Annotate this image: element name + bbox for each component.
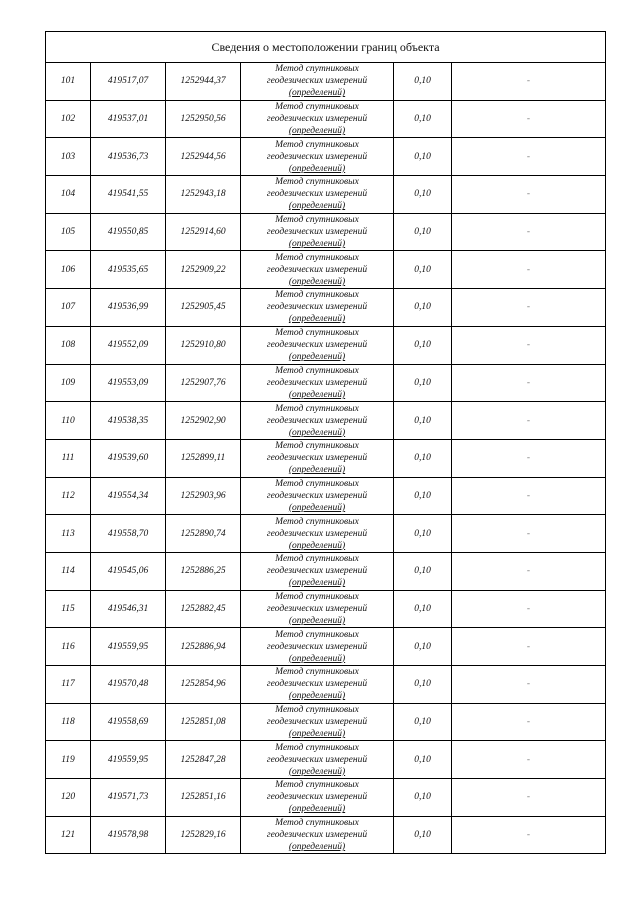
- boundary-points-table: [45, 31, 606, 854]
- method-description: [241, 628, 394, 666]
- title-row: [46, 32, 606, 63]
- method-line3: (определений): [288, 842, 346, 853]
- method-line3: (определений): [288, 766, 346, 777]
- point-number: 121: [46, 816, 91, 854]
- method-line1: Метод спутниковых: [275, 441, 359, 452]
- table-row: [46, 100, 606, 138]
- method-line2: геодезических измерений: [266, 227, 368, 238]
- point-number: 107: [46, 289, 91, 327]
- coordinate-y: 1252886,94: [166, 628, 241, 666]
- point-number: 120: [46, 779, 91, 817]
- point-number: 109: [46, 364, 91, 402]
- note-dash: -: [452, 213, 606, 251]
- method-line1: Метод спутниковых: [275, 215, 359, 226]
- method-line1: Метод спутниковых: [275, 705, 359, 716]
- accuracy-value: 0,10: [394, 100, 452, 138]
- method-description: [241, 289, 394, 327]
- coordinate-x: 419571,73: [91, 779, 166, 817]
- point-number: 115: [46, 590, 91, 628]
- note-dash: -: [452, 63, 606, 101]
- method-description: [241, 666, 394, 704]
- method-line1: Метод спутниковых: [275, 290, 359, 301]
- accuracy-value: 0,10: [394, 364, 452, 402]
- coordinate-y: 1252882,45: [166, 590, 241, 628]
- method-line2: геодезических измерений: [266, 453, 368, 464]
- point-number: 117: [46, 666, 91, 704]
- note-dash: -: [452, 289, 606, 327]
- table-row: [46, 666, 606, 704]
- accuracy-value: 0,10: [394, 477, 452, 515]
- method-description: [241, 63, 394, 101]
- coordinate-y: 1252899,11: [166, 439, 241, 477]
- note-dash: -: [452, 326, 606, 364]
- coordinate-y: 1252910,80: [166, 326, 241, 364]
- method-line3: (определений): [288, 201, 346, 212]
- method-line2: геодезических измерений: [266, 830, 368, 841]
- coordinate-x: 419541,55: [91, 176, 166, 214]
- coordinate-y: 1252943,18: [166, 176, 241, 214]
- method-line1: Метод спутниковых: [275, 478, 359, 489]
- coordinate-x: 419537,01: [91, 100, 166, 138]
- note-dash: -: [452, 364, 606, 402]
- method-line3: (определений): [288, 578, 346, 589]
- method-line1: Метод спутниковых: [275, 554, 359, 565]
- coordinate-y: 1252851,08: [166, 703, 241, 741]
- method-line2: геодезических измерений: [266, 641, 368, 652]
- point-number: 112: [46, 477, 91, 515]
- method-line1: Метод спутниковых: [275, 818, 359, 829]
- method-line1: Метод спутниковых: [275, 403, 359, 414]
- method-description: [241, 176, 394, 214]
- table-row: [46, 138, 606, 176]
- point-number: 104: [46, 176, 91, 214]
- method-line1: Метод спутниковых: [275, 177, 359, 188]
- method-line3: (определений): [288, 729, 346, 740]
- method-line3: (определений): [288, 126, 346, 137]
- note-dash: -: [452, 666, 606, 704]
- coordinate-y: 1252914,60: [166, 213, 241, 251]
- accuracy-value: 0,10: [394, 326, 452, 364]
- coordinate-x: 419552,09: [91, 326, 166, 364]
- table-row: [46, 703, 606, 741]
- method-line1: Метод спутниковых: [275, 742, 359, 753]
- accuracy-value: 0,10: [394, 703, 452, 741]
- table-row: [46, 590, 606, 628]
- method-line2: геодезических измерений: [266, 792, 368, 803]
- coordinate-x: 419539,60: [91, 439, 166, 477]
- note-dash: -: [452, 628, 606, 666]
- method-line1: Метод спутниковых: [275, 591, 359, 602]
- method-line3: (определений): [288, 502, 346, 513]
- accuracy-value: 0,10: [394, 590, 452, 628]
- method-line3: (определений): [288, 239, 346, 250]
- table-row: [46, 326, 606, 364]
- coordinate-x: 419554,34: [91, 477, 166, 515]
- note-dash: -: [452, 590, 606, 628]
- point-number: 111: [46, 439, 91, 477]
- method-description: [241, 251, 394, 289]
- method-line2: геодезических измерений: [266, 528, 368, 539]
- accuracy-value: 0,10: [394, 666, 452, 704]
- note-dash: -: [452, 477, 606, 515]
- coordinate-x: 419559,95: [91, 628, 166, 666]
- accuracy-value: 0,10: [394, 628, 452, 666]
- accuracy-value: 0,10: [394, 816, 452, 854]
- method-line2: геодезических измерений: [266, 490, 368, 501]
- method-description: [241, 364, 394, 402]
- coordinate-y: 1252847,28: [166, 741, 241, 779]
- method-description: [241, 779, 394, 817]
- point-number: 118: [46, 703, 91, 741]
- method-line2: геодезических измерений: [266, 189, 368, 200]
- coordinate-x: 419553,09: [91, 364, 166, 402]
- coordinate-y: 1252944,56: [166, 138, 241, 176]
- method-line3: (определений): [288, 615, 346, 626]
- method-line2: геодезических измерений: [266, 114, 368, 125]
- table-row: [46, 515, 606, 553]
- table-row: [46, 251, 606, 289]
- coordinate-x: 419578,98: [91, 816, 166, 854]
- point-number: 102: [46, 100, 91, 138]
- coordinate-y: 1252854,96: [166, 666, 241, 704]
- method-line2: геодезических измерений: [266, 754, 368, 765]
- point-number: 106: [46, 251, 91, 289]
- note-dash: -: [452, 515, 606, 553]
- method-description: [241, 816, 394, 854]
- accuracy-value: 0,10: [394, 251, 452, 289]
- method-line3: (определений): [288, 691, 346, 702]
- coordinate-x: 419558,69: [91, 703, 166, 741]
- method-line1: Метод спутниковых: [275, 780, 359, 791]
- method-line3: (определений): [288, 540, 346, 551]
- table-row: [46, 552, 606, 590]
- note-dash: -: [452, 251, 606, 289]
- method-description: [241, 477, 394, 515]
- method-line2: геодезических измерений: [266, 603, 368, 614]
- accuracy-value: 0,10: [394, 289, 452, 327]
- method-line2: геодезических измерений: [266, 302, 368, 313]
- point-number: 105: [46, 213, 91, 251]
- method-line2: геодезических измерений: [266, 679, 368, 690]
- note-dash: -: [452, 402, 606, 440]
- method-description: [241, 741, 394, 779]
- coordinate-y: 1252886,25: [166, 552, 241, 590]
- table-row: [46, 213, 606, 251]
- table-row: [46, 176, 606, 214]
- method-line3: (определений): [288, 88, 346, 99]
- point-number: 113: [46, 515, 91, 553]
- table-body: [46, 32, 606, 854]
- method-line3: (определений): [288, 653, 346, 664]
- note-dash: -: [452, 741, 606, 779]
- method-line1: Метод спутниковых: [275, 667, 359, 678]
- method-line3: (определений): [288, 163, 346, 174]
- point-number: 116: [46, 628, 91, 666]
- method-line1: Метод спутниковых: [275, 102, 359, 113]
- accuracy-value: 0,10: [394, 779, 452, 817]
- note-dash: -: [452, 552, 606, 590]
- table-row: [46, 477, 606, 515]
- table-row: [46, 741, 606, 779]
- note-dash: -: [452, 176, 606, 214]
- method-description: [241, 515, 394, 553]
- accuracy-value: 0,10: [394, 213, 452, 251]
- coordinate-x: 419545,06: [91, 552, 166, 590]
- method-description: [241, 703, 394, 741]
- coordinate-y: 1252903,96: [166, 477, 241, 515]
- coordinate-y: 1252950,56: [166, 100, 241, 138]
- method-line2: геодезических измерений: [266, 717, 368, 728]
- method-line3: (определений): [288, 427, 346, 438]
- accuracy-value: 0,10: [394, 63, 452, 101]
- method-line2: геодезических измерений: [266, 76, 368, 87]
- table-row: [46, 816, 606, 854]
- method-line3: (определений): [288, 314, 346, 325]
- method-line1: Метод спутниковых: [275, 365, 359, 376]
- coordinate-y: 1252890,74: [166, 515, 241, 553]
- method-description: [241, 100, 394, 138]
- accuracy-value: 0,10: [394, 402, 452, 440]
- method-line2: геодезических измерений: [266, 415, 368, 426]
- method-line2: геодезических измерений: [266, 566, 368, 577]
- point-number: 119: [46, 741, 91, 779]
- method-line1: Метод спутниковых: [275, 139, 359, 150]
- coordinate-y: 1252851,16: [166, 779, 241, 817]
- note-dash: -: [452, 439, 606, 477]
- accuracy-value: 0,10: [394, 552, 452, 590]
- note-dash: -: [452, 779, 606, 817]
- table-row: [46, 779, 606, 817]
- method-line2: геодезических измерений: [266, 151, 368, 162]
- method-line1: Метод спутниковых: [275, 516, 359, 527]
- method-line1: Метод спутниковых: [275, 252, 359, 263]
- method-line3: (определений): [288, 276, 346, 287]
- table-row: [46, 63, 606, 101]
- method-description: [241, 552, 394, 590]
- note-dash: -: [452, 138, 606, 176]
- point-number: 114: [46, 552, 91, 590]
- coordinate-x: 419535,65: [91, 251, 166, 289]
- coordinate-y: 1252909,22: [166, 251, 241, 289]
- table-row: [46, 439, 606, 477]
- method-description: [241, 590, 394, 628]
- coordinate-x: 419538,35: [91, 402, 166, 440]
- coordinate-x: 419517,07: [91, 63, 166, 101]
- table-row: [46, 402, 606, 440]
- method-description: [241, 439, 394, 477]
- table-row: [46, 289, 606, 327]
- note-dash: -: [452, 703, 606, 741]
- coordinate-y: 1252944,37: [166, 63, 241, 101]
- table-row: [46, 628, 606, 666]
- method-line1: Метод спутниковых: [275, 328, 359, 339]
- note-dash: -: [452, 100, 606, 138]
- accuracy-value: 0,10: [394, 439, 452, 477]
- point-number: 108: [46, 326, 91, 364]
- accuracy-value: 0,10: [394, 741, 452, 779]
- coordinate-x: 419536,99: [91, 289, 166, 327]
- method-line3: (определений): [288, 804, 346, 815]
- method-line2: геодезических измерений: [266, 377, 368, 388]
- method-description: [241, 402, 394, 440]
- method-line1: Метод спутниковых: [275, 64, 359, 75]
- method-line3: (определений): [288, 389, 346, 400]
- method-line2: геодезических измерений: [266, 264, 368, 275]
- method-description: [241, 213, 394, 251]
- coordinate-x: 419550,85: [91, 213, 166, 251]
- coordinate-x: 419559,95: [91, 741, 166, 779]
- note-dash: -: [452, 816, 606, 854]
- accuracy-value: 0,10: [394, 176, 452, 214]
- method-line1: Метод спутниковых: [275, 629, 359, 640]
- table-title: Сведения о местоположении границ объекта: [46, 32, 606, 63]
- coordinate-x: 419558,70: [91, 515, 166, 553]
- method-description: [241, 138, 394, 176]
- method-description: [241, 326, 394, 364]
- method-line3: (определений): [288, 352, 346, 363]
- point-number: 103: [46, 138, 91, 176]
- coordinate-y: 1252905,45: [166, 289, 241, 327]
- coordinate-y: 1252907,76: [166, 364, 241, 402]
- coordinate-y: 1252902,90: [166, 402, 241, 440]
- method-line2: геодезических измерений: [266, 340, 368, 351]
- accuracy-value: 0,10: [394, 138, 452, 176]
- point-number: 101: [46, 63, 91, 101]
- point-number: 110: [46, 402, 91, 440]
- accuracy-value: 0,10: [394, 515, 452, 553]
- coordinate-x: 419536,73: [91, 138, 166, 176]
- coordinate-y: 1252829,16: [166, 816, 241, 854]
- coordinate-x: 419546,31: [91, 590, 166, 628]
- method-line3: (определений): [288, 465, 346, 476]
- coordinate-x: 419570,48: [91, 666, 166, 704]
- table-row: [46, 364, 606, 402]
